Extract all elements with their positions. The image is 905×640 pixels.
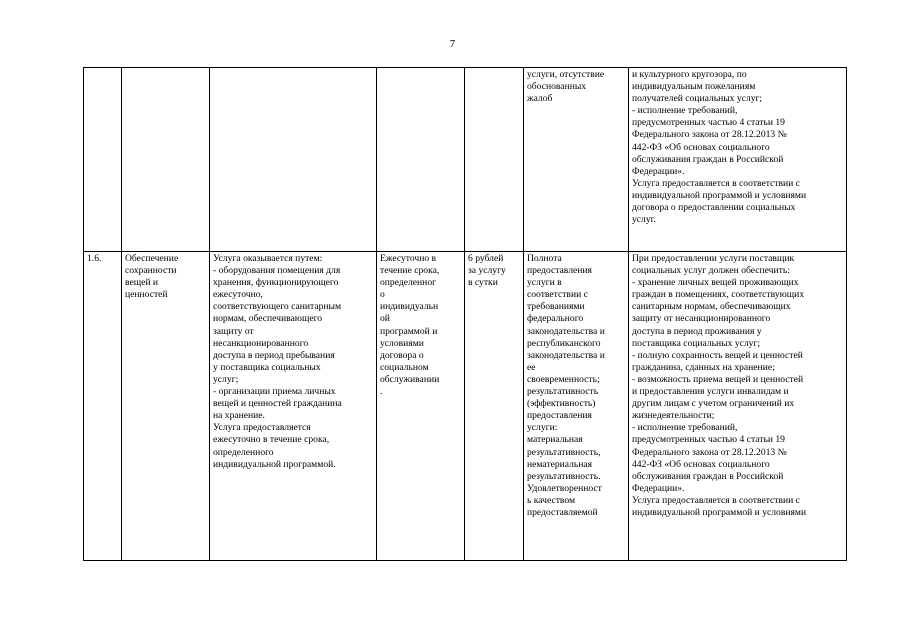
cell-quality: Полнота предоставления услуги в соответствии с требованиями федерального законодательства и республиканского законодательства и ее своевременность; результативность (эффективность) предоставления услуги: материальная результативность, нематериальная результативность. Удовлетворенност ь качеством предоставляемой	[524, 252, 629, 561]
cell-cost	[465, 68, 524, 252]
cell-service-description: Услуга оказывается путем: - оборудования помещения для хранения, функционирующего ежесуточно, соответствующего санитарным нормам, обеспечивающего защиту от несанкционированного доступа в период пребывания у поставщика социальных услуг; - организации приема личных вещей и ценностей гражданина на хранение. Услуга предоставляется ежесуточно в течение срока, определенного индивидуальной программой.	[210, 252, 377, 561]
cell-deadline	[377, 68, 465, 252]
table-row	[84, 252, 847, 561]
cell-service-name: Обеспечение сохранности вещей и ценностей	[122, 252, 210, 561]
cell-number	[84, 68, 122, 252]
cell-conditions: При предоставлении услуги поставщик социальных услуг должен обеспечить: - хранение личных вещей проживающих граждан в помещениях, соответствующих санитарным нормам, обеспечивающих защиту от несанкционированного доступа в период проживания у поставщика социальных услуг; - полную сохранность вещей и ценностей гражданина, сданных на хранение; - возможность приема вещей и ценностей и предоставления услуги инвалидам и другим лицам с учетом ограничений их жизнедеятельности; - исполнение требований, предусмотренных частью 4 статьи 19 Федерального закона от 28.12.2013 № 442-ФЗ «Об основах социального обслуживания граждан в Российской Федерации». Услуга предоставляется в соответствии с индивидуальной программой и условиями	[629, 252, 847, 561]
cell-conditions: и культурного кругозора, по индивидуальным пожеланиям получателей социальных услуг; - исполнение требований, предусмотренных частью 4 статьи 19 Федерального закона от 28.12.2013 № 442-ФЗ «Об основах социального обслуживания граждан в Российской Федерации». Услуга предоставляется в соответствии с индивидуальной программой и условиями договора о предоставлении социальных услуг.	[629, 68, 847, 252]
cell-quality: услуги, отсутствие обоснованных жалоб	[524, 68, 629, 252]
cell-service-name	[122, 68, 210, 252]
cell-deadline: Ежесуточно в течение срока, определенног о индивидуальн ой программой и условиями договора о социальном обслуживании .	[377, 252, 465, 561]
cell-number: 1.6.	[84, 252, 122, 561]
services-table	[83, 67, 847, 561]
table-row	[84, 68, 847, 252]
cell-service-description	[210, 68, 377, 252]
cell-cost: 6 рублей за услугу в сутки	[465, 252, 524, 561]
page-number: 7	[449, 39, 456, 50]
